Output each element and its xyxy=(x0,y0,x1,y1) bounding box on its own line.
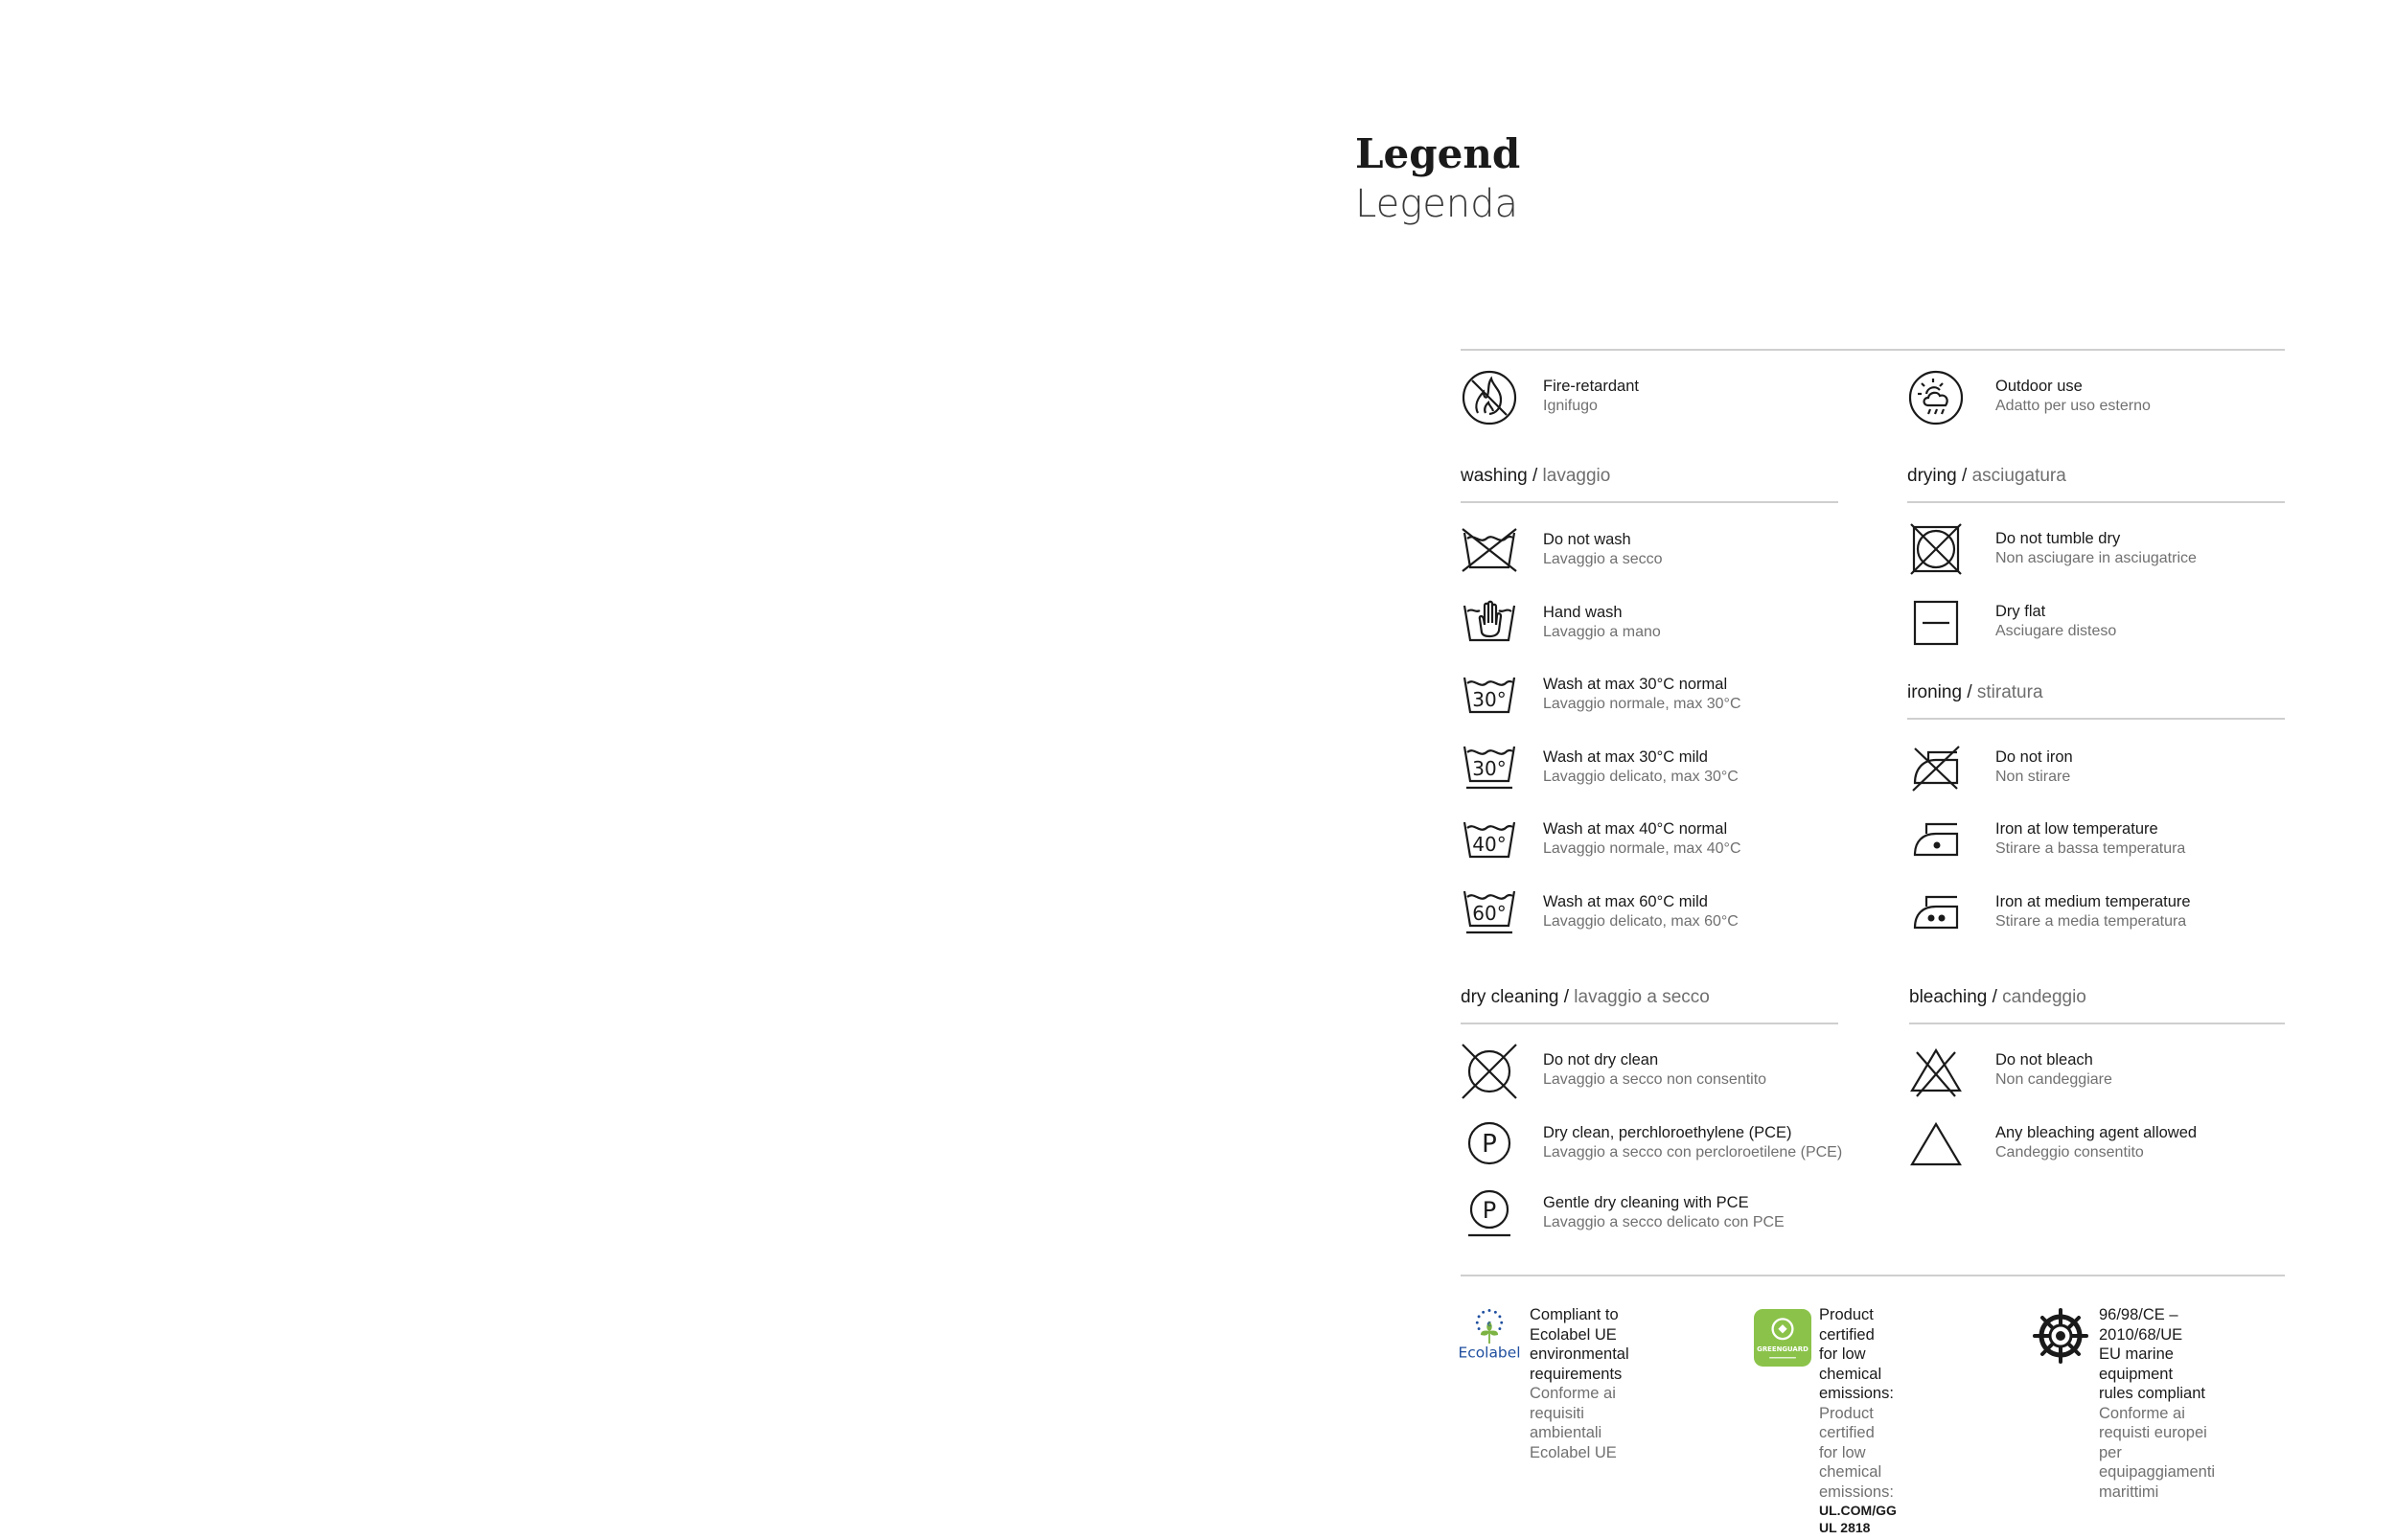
item-label-en: Hand wash xyxy=(1543,604,1623,621)
cert-label-en: chemical emissions: xyxy=(1819,1365,1894,1402)
svg-text:Ecolabel: Ecolabel xyxy=(1458,1344,1521,1362)
cert-label-it: chemical emissions: xyxy=(1819,1463,1894,1501)
item-label-it: Lavaggio a secco xyxy=(1543,551,1663,567)
iron-low-icon xyxy=(1907,811,1965,868)
dry-clean-pce-icon xyxy=(1461,1115,1518,1172)
item-label-en: Wash at max 30°C mild xyxy=(1543,748,1708,766)
do-not-tumble-dry-icon xyxy=(1907,521,1965,579)
item-label-en: Iron at low temperature xyxy=(1995,820,2158,838)
item-label-en: Wash at max 40°C normal xyxy=(1543,820,1728,838)
section-title-dry-cleaning: dry cleaning / lavaggio a secco xyxy=(1461,987,1710,1007)
item-label-en: Do not iron xyxy=(1995,748,2073,766)
item-label-en: Do not wash xyxy=(1543,531,1631,548)
cert-label-en: Compliant to Ecolabel UE xyxy=(1530,1306,1619,1344)
divider xyxy=(1461,1275,2285,1276)
item-label-en: Dry clean, perchloroethylene (PCE) xyxy=(1543,1124,1792,1141)
outdoor-use-icon xyxy=(1907,369,1965,426)
section-title-ironing: ironing / stiratura xyxy=(1907,682,2043,702)
do-not-bleach-icon xyxy=(1907,1043,1965,1100)
divider xyxy=(1461,501,1838,503)
svg-text:30°: 30° xyxy=(1472,757,1507,780)
cert-label-it: Conforme ai xyxy=(2099,1404,2185,1422)
cert-label-en: environmental xyxy=(1530,1345,1629,1363)
hand-wash-icon xyxy=(1461,594,1518,652)
item-label-en: Any bleaching agent allowed xyxy=(1995,1124,2198,1141)
item-label-it: Lavaggio normale, max 30°C xyxy=(1543,696,1741,712)
item-label-en: Fire-retardant xyxy=(1543,378,1639,395)
cert-label-en: EU marine equipment xyxy=(2099,1345,2174,1383)
do-not-wash-icon xyxy=(1461,521,1518,579)
svg-text:40°: 40° xyxy=(1472,833,1507,856)
item-label-en: Wash at max 60°C mild xyxy=(1543,893,1708,910)
iron-medium-icon xyxy=(1907,884,1965,941)
item-label-it: Lavaggio a secco con percloroetilene (PCE) xyxy=(1543,1144,1843,1161)
divider xyxy=(1907,718,2285,720)
wash-30-normal-icon xyxy=(1461,666,1518,724)
cert-label-it: Product certified for low xyxy=(1819,1404,1875,1461)
item-label-en: Wash at max 30°C normal xyxy=(1543,676,1728,693)
cert-label-en: rules compliant xyxy=(2099,1385,2205,1402)
dry-flat-icon xyxy=(1907,594,1965,652)
divider xyxy=(1461,349,2285,351)
svg-text:P: P xyxy=(1482,1197,1497,1224)
svg-text:€: € xyxy=(1486,1319,1492,1328)
cert-label-en: requirements xyxy=(1530,1365,1623,1383)
wash-60-mild-icon xyxy=(1461,884,1518,941)
section-title-bleaching: bleaching / candeggio xyxy=(1909,987,2086,1007)
item-label-it: Ignifugo xyxy=(1543,398,1598,414)
item-label-it: Lavaggio normale, max 40°C xyxy=(1543,840,1741,857)
item-label-en: Dry flat xyxy=(1995,603,2046,620)
item-label-it: Non candeggiare xyxy=(1995,1071,2112,1088)
section-title-drying: drying / asciugatura xyxy=(1907,466,2066,486)
svg-text:60°: 60° xyxy=(1472,902,1507,925)
ecolabel-icon xyxy=(1458,1305,1521,1368)
cert-label-en: Product certified for low xyxy=(1819,1306,1875,1363)
item-label-it: Asciugare disteso xyxy=(1995,623,2117,639)
item-label-it: Lavaggio delicato, max 30°C xyxy=(1543,769,1739,785)
cert-label-it: Conforme ai requisiti xyxy=(1530,1385,1616,1422)
page-title: Legend xyxy=(1355,130,1521,177)
item-label-it: Candeggio consentito xyxy=(1995,1144,2144,1161)
item-label-it: Lavaggio delicato, max 60°C xyxy=(1543,913,1739,930)
wash-30-mild-icon xyxy=(1461,739,1518,796)
cert-label-it: ambientali Ecolabel UE xyxy=(1530,1424,1617,1461)
item-label-it: Stirare a bassa temperatura xyxy=(1995,840,2186,857)
item-label-en: Do not dry clean xyxy=(1543,1051,1659,1069)
do-not-iron-icon xyxy=(1907,739,1965,796)
divider xyxy=(1461,1023,1838,1024)
do-not-dry-clean-icon xyxy=(1461,1043,1518,1100)
wash-40-normal-icon xyxy=(1461,811,1518,868)
item-label-it: Stirare a media temperatura xyxy=(1995,913,2187,930)
item-label-en: Do not bleach xyxy=(1995,1051,2093,1069)
item-label-it: Adatto per uso esterno xyxy=(1995,398,2151,414)
page-subtitle: Legenda xyxy=(1355,182,1519,226)
cert-code: UL 2818 xyxy=(1819,1520,1871,1535)
divider xyxy=(1909,1023,2285,1024)
section-title-washing: washing / lavaggio xyxy=(1461,466,1611,486)
item-label-en: Gentle dry cleaning with PCE xyxy=(1543,1194,1749,1211)
svg-text:P: P xyxy=(1482,1130,1497,1159)
item-label-it: Lavaggio a secco delicato con PCE xyxy=(1543,1214,1785,1230)
cert-label-it: requisti europei per xyxy=(2099,1424,2207,1461)
item-label-it: Lavaggio a secco non consentito xyxy=(1543,1071,1767,1088)
cert-code: UL.COM/GG xyxy=(1819,1503,1897,1518)
marine-wheel-icon xyxy=(2032,1307,2089,1365)
greenguard-icon xyxy=(1754,1309,1809,1359)
svg-text:GREENGUARD: GREENGUARD xyxy=(1757,1345,1809,1353)
item-label-it: Lavaggio a mano xyxy=(1543,624,1661,640)
item-label-en: Iron at medium temperature xyxy=(1995,893,2191,910)
cert-label-it: equipaggiamenti marittimi xyxy=(2099,1463,2216,1501)
svg-text:30°: 30° xyxy=(1472,688,1507,711)
fire-retardant-icon xyxy=(1461,369,1518,426)
cert-label-en: 96/98/CE – 2010/68/UE xyxy=(2099,1306,2183,1344)
item-label-en: Do not tumble dry xyxy=(1995,530,2121,547)
divider xyxy=(1907,501,2285,503)
item-label-it: Non asciugare in asciugatrice xyxy=(1995,550,2197,566)
item-label-en: Outdoor use xyxy=(1995,378,2083,395)
gentle-dry-clean-pce-icon xyxy=(1461,1184,1518,1242)
any-bleach-icon xyxy=(1907,1115,1965,1172)
item-label-it: Non stirare xyxy=(1995,769,2071,785)
